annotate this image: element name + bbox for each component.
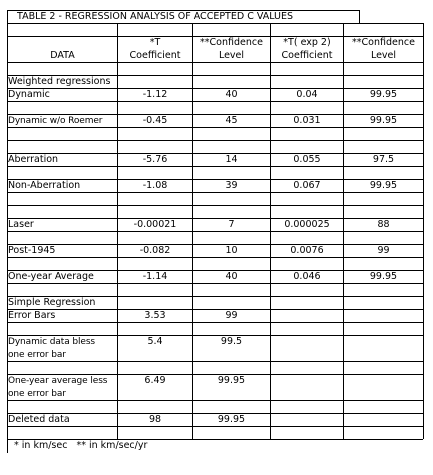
row-label: Post-1945 xyxy=(8,245,56,256)
cell: 99.95 xyxy=(369,89,398,100)
row-label-line2: one error bar xyxy=(8,350,66,360)
cell: 99.95 xyxy=(217,375,246,386)
rule xyxy=(7,140,423,141)
rule xyxy=(7,127,423,128)
cell: 0.000025 xyxy=(284,219,330,230)
rule xyxy=(7,166,423,167)
row-label: Deleted data xyxy=(8,414,70,425)
cell: -0.45 xyxy=(142,115,168,126)
rule xyxy=(7,205,423,206)
cell: -1.14 xyxy=(142,271,168,282)
header-col4-line2: Level xyxy=(370,50,397,61)
cell: 14 xyxy=(225,154,238,165)
cell: -1.08 xyxy=(142,180,168,191)
cell: 45 xyxy=(225,115,238,126)
header-data: DATA xyxy=(50,50,75,61)
cell: -5.76 xyxy=(142,154,168,165)
cell: -0.00021 xyxy=(133,219,177,230)
rule xyxy=(7,322,423,323)
row-label: Dynamic w/o Roemer xyxy=(8,116,103,126)
row-label-line2: one error bar xyxy=(8,389,66,399)
header-col3-line1: *T( exp 2) xyxy=(283,37,331,48)
cell: 39 xyxy=(225,180,238,191)
cell: 0.031 xyxy=(293,115,321,126)
header-col1-line2: Coefficient xyxy=(129,50,181,61)
cell: 99.95 xyxy=(369,271,398,282)
row-label: Error Bars xyxy=(8,310,56,321)
header-col1-line1: *T xyxy=(149,37,161,48)
header-col2-line1: **Confidence xyxy=(200,37,263,48)
row-label: One-year average less xyxy=(8,376,108,386)
cell: 5.4 xyxy=(147,336,163,347)
rule xyxy=(343,23,344,439)
cell: 0.04 xyxy=(296,89,318,100)
header-col2-line2: Level xyxy=(218,50,245,61)
cell: 0.067 xyxy=(293,180,321,191)
cell: 0.0076 xyxy=(290,245,324,256)
rule xyxy=(7,231,423,232)
cell: 88 xyxy=(377,219,390,230)
rule xyxy=(7,62,423,63)
rule xyxy=(7,257,423,258)
cell: 0.055 xyxy=(293,154,321,165)
rule xyxy=(359,10,360,23)
cell: 40 xyxy=(225,271,238,282)
rule xyxy=(7,283,423,284)
cell: 97.5 xyxy=(372,154,395,165)
cell: 0.046 xyxy=(293,271,321,282)
header-col3-line2: Coefficient xyxy=(281,50,333,61)
rule xyxy=(7,400,423,401)
cell: 99.5 xyxy=(220,336,243,347)
cell: -0.082 xyxy=(139,245,171,256)
cell: 3.53 xyxy=(144,310,166,321)
section-weighted: Weighted regressions xyxy=(8,76,111,87)
footnote: * in km/sec ** in km/sec/yr xyxy=(14,440,148,451)
cell: 40 xyxy=(225,89,238,100)
rule xyxy=(7,23,423,24)
cell: 99 xyxy=(225,310,238,321)
rule xyxy=(7,426,423,427)
cell: 99.95 xyxy=(217,414,246,425)
table-title: TABLE 2 - REGRESSION ANALYSIS OF ACCEPTED C VALUES xyxy=(17,11,294,22)
rule xyxy=(7,192,423,193)
cell: 99.95 xyxy=(369,115,398,126)
cell: 7 xyxy=(228,219,235,230)
row-label: Laser xyxy=(8,219,34,230)
rule xyxy=(7,361,423,362)
section-simple: Simple Regression xyxy=(8,297,96,308)
row-label: Dynamic data bless xyxy=(8,337,96,347)
cell: 99.95 xyxy=(369,180,398,191)
row-label: Dynamic xyxy=(8,89,50,100)
row-label: Aberration xyxy=(8,154,59,165)
rule xyxy=(7,101,423,102)
row-label: One-year Average xyxy=(8,271,94,282)
cell: -1.12 xyxy=(142,89,168,100)
row-label: Non-Aberration xyxy=(8,180,81,191)
rule xyxy=(423,23,424,439)
cell: 98 xyxy=(148,414,162,425)
rule xyxy=(270,23,271,439)
cell: 6.49 xyxy=(144,375,166,386)
cell: 99 xyxy=(377,245,390,256)
header-col4-line1: **Confidence xyxy=(352,37,415,48)
cell: 10 xyxy=(225,245,238,256)
